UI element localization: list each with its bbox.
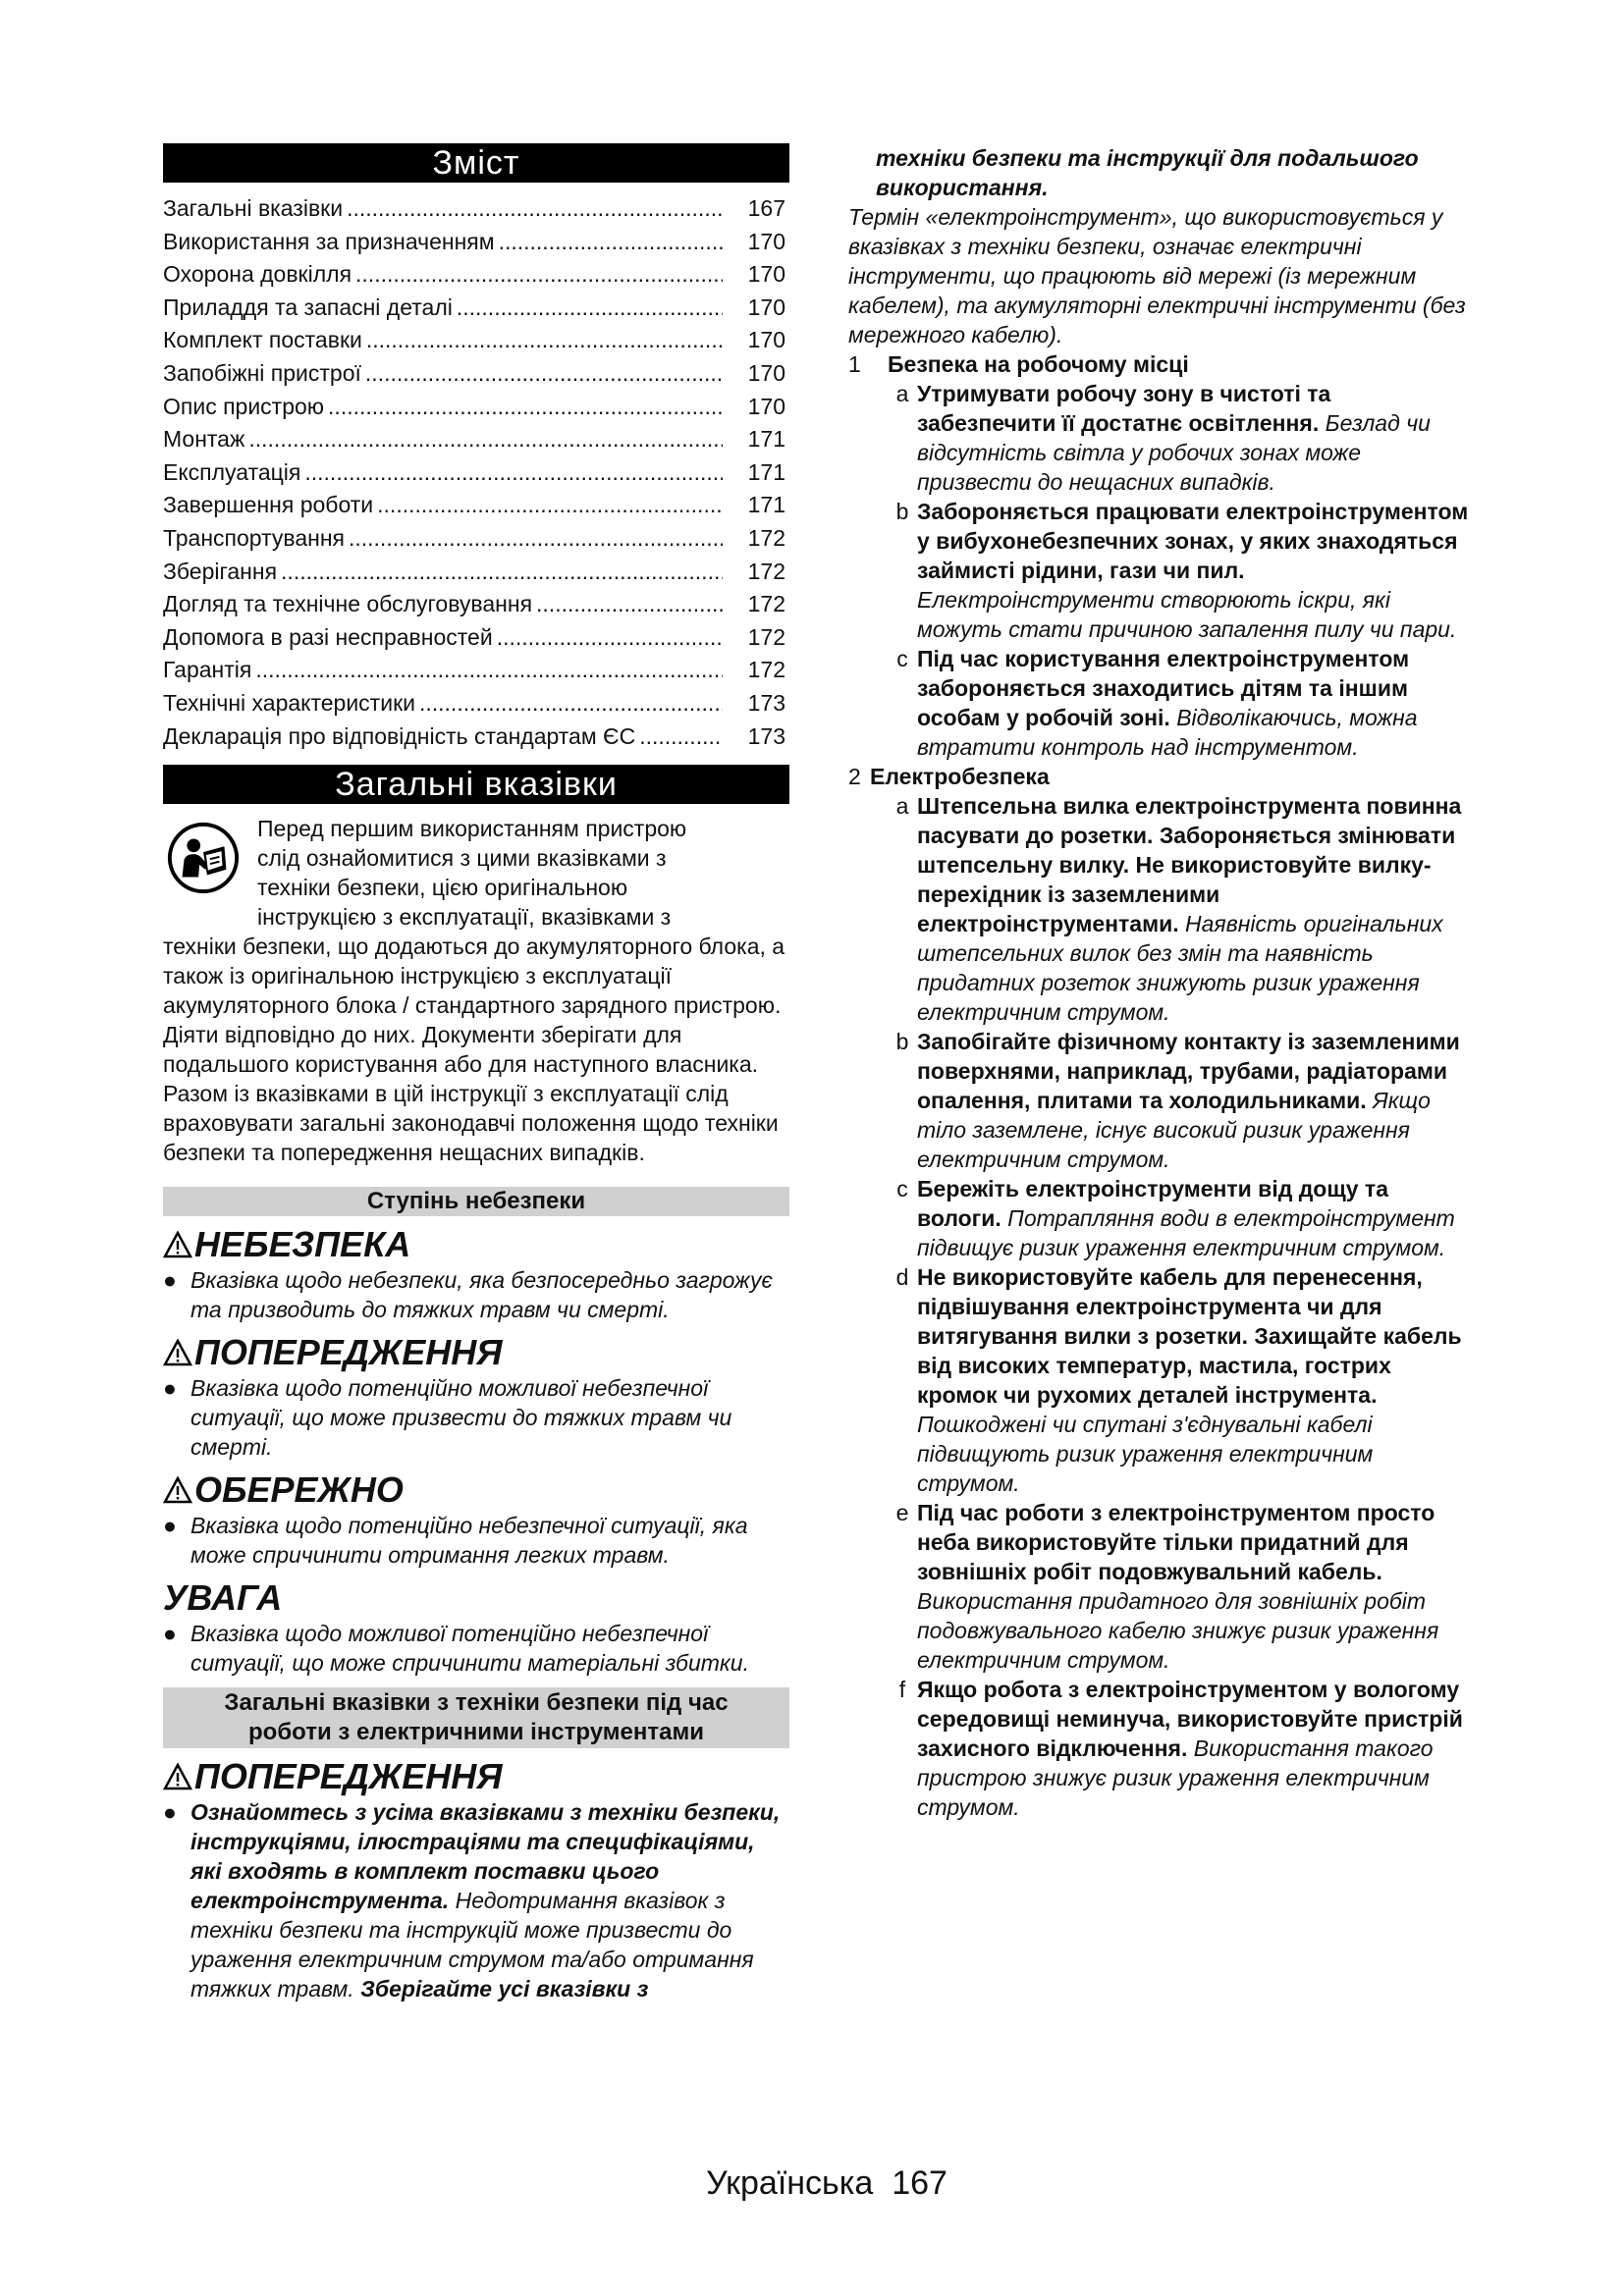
safety-item	[848, 1675, 1473, 1822]
item-reason: Відволікаючись, можна втратити контроль над інструментом.	[917, 705, 1418, 760]
item-letter: a	[895, 793, 909, 819]
item-letter: e	[895, 1500, 909, 1525]
notice-title: УВАГА	[163, 1577, 283, 1619]
page-number: 167	[892, 2164, 947, 2202]
safety-item	[848, 1027, 1473, 1174]
item-rule: Бережіть електроінструменти від дощу та вологи.	[917, 1176, 1388, 1231]
toc-entry-title: Зберігання	[163, 558, 278, 584]
toc-entry-title: Завершення роботи	[163, 492, 374, 518]
footer-language: Українська	[706, 2164, 874, 2202]
section-2-title: 2 Електробезпека	[848, 764, 1050, 789]
toc-entry	[163, 687, 789, 721]
safety-item	[848, 379, 1473, 497]
toc-leader	[536, 588, 723, 621]
warning-title: ПОПЕРЕДЖЕННЯ	[163, 1332, 789, 1373]
item-rule: Запобігайте фізичному контакту із заземленими поверхнями, наприклад, трубами, радіаторами опалення, плитами та холодильниками.	[917, 1029, 1460, 1113]
item-reason: Потрапляння води в електроінструмент підвищує ризик ураження електричним струмом.	[917, 1205, 1455, 1260]
toc-leader	[457, 292, 723, 325]
toc-entry-page: 171	[747, 426, 785, 453]
item-reason: Використання такого пристрою знижує ризик ураження електричним струмом.	[917, 1735, 1434, 1820]
item-letter: d	[895, 1264, 909, 1290]
toc-entry-page: 172	[747, 558, 785, 584]
toc-entry-title: Запобіжні пристрої	[163, 359, 361, 386]
toc-entry-title: Використання за призначенням	[163, 228, 495, 254]
toc-entry	[163, 588, 789, 621]
toc-list	[163, 192, 789, 753]
toc-entry-page: 167	[747, 195, 785, 221]
intro-line: техніки безпеки, цією оригінальною	[257, 875, 628, 901]
toc-leader	[349, 522, 723, 556]
item-reason: Електроінструменти створюють іскри, які можуть стати причиною запалення пилу чи пари.	[917, 587, 1457, 642]
toc-entry-title: Охорона довкілля	[163, 261, 352, 288]
item-letter: a	[895, 381, 909, 406]
toc-entry	[163, 324, 789, 357]
toc-entry	[163, 556, 789, 589]
item-reason: Наявність оригінальних штепсельних вилок без змін та наявність придатних розеток знижують ризик ураження електричним струмом.	[917, 911, 1443, 1025]
danger-title: НЕБЕЗПЕКА	[163, 1224, 789, 1265]
toc-leader	[248, 423, 723, 456]
item-reason: Використання придатного для зовнішніх робіт подовжувального кабелю знижує ризик ураження електричним струмом.	[917, 1588, 1439, 1673]
toc-entry	[163, 192, 789, 226]
toc-entry	[163, 654, 789, 687]
toc-entry-title: Гарантія	[163, 657, 252, 683]
warning-triangle-icon	[163, 1763, 192, 1790]
item-rule: Під час роботи з електроінструментом просто неба використовуйте тільки придатний для зовнішніх робіт подовжувальний кабель.	[917, 1500, 1435, 1584]
toc-leader	[281, 556, 723, 589]
item-rule: Штепсельна вилка електроінструмента повинна пасувати до розетки. Забороняється змінювати штепсельну вилку. Не використовуйте вилку-перехідник із заземленими електроінструментами.	[917, 793, 1462, 936]
toc-leader	[366, 324, 723, 357]
toc-entry-page: 171	[747, 492, 785, 518]
toc-entry-title: Експлуатація	[163, 458, 301, 485]
toc-entry-page: 170	[747, 393, 785, 419]
term-definition: Термін «електроінструмент», що використовується у вказівках з техніки безпеки, означає електричні інструменти, що працюють від мережі (із мережним кабелем), та акумуляторні електричні інструменти (без мережного кабелю).	[848, 204, 1466, 347]
toc-entry-page: 170	[747, 327, 785, 353]
toc-entry-title: Приладдя та запасні деталі	[163, 294, 453, 320]
left-column	[163, 143, 789, 2003]
item-rule: Під час користування електроінструментом забороняється знаходитись дітям та іншим особам у робочій зоні.	[917, 646, 1410, 730]
general-heading: Загальні вказівки	[163, 765, 789, 804]
intro-line: слід ознайомитися з цими вказівками з	[257, 845, 667, 872]
toc-leader	[255, 654, 723, 687]
toc-entry-page: 172	[747, 524, 785, 551]
item-reason: Безлад чи відсутність світла у робочих зонах може призвести до нещасних випадків.	[917, 410, 1431, 495]
hazard-heading: Ступінь небезпеки	[163, 1187, 789, 1216]
item-letter: c	[896, 646, 908, 671]
toc-heading: Зміст	[163, 143, 789, 183]
intro-paragraph: техніки безпеки, що додаються до акумуляторного блока, а також із оригінальною інструкцією з експлуатації акумуляторного блока / стандартного зарядного пристрою. Діяти відповідно до них. Документи зберігати для подальшого користування або для наступного власника.	[163, 934, 785, 1078]
safety-item	[848, 1498, 1473, 1675]
intro-line: інструкцією з експлуатації, вказівками з	[257, 904, 672, 931]
toc-entry-title: Опис пристрою	[163, 393, 325, 419]
toc-entry-title: Догляд та технічне обслуговування	[163, 591, 533, 617]
toc-entry-title: Монтаж	[163, 426, 245, 453]
safety-item	[848, 644, 1473, 762]
safety-item	[848, 1174, 1473, 1262]
toc-entry	[163, 489, 789, 522]
toc-leader	[377, 489, 723, 522]
item-rule: Не використовуйте кабель для перенесення, підвішування електроінструмента чи для витягування вилки з розетки. Захищайте кабель від високих температур, мастила, гострих кромок чи рухомих деталей інструмента.	[917, 1264, 1462, 1408]
toc-entry	[163, 721, 789, 754]
caution-title: ОБЕРЕЖНО	[163, 1469, 789, 1511]
section-1-title: 1 Безпека на робочому місці	[848, 351, 1189, 377]
item-letter: f	[898, 1677, 906, 1702]
safety-warning-text: ● Ознайомтесь з усіма вказівками з техніки безпеки, інструкціями, ілюстраціями та специфікаціями, які входять в комплект поставки цього електроінструмента. Недотримання вказівок з техніки безпеки та інструкцій може призвести до ураження електричним струмом та/або отримання тяжких травм. Зберігайте усі вказівки з	[163, 1799, 781, 2002]
toc-entry-title: Комплект поставки	[163, 327, 362, 353]
item-letter: b	[895, 499, 909, 524]
toc-entry	[163, 357, 789, 391]
toc-entry-page: 170	[747, 359, 785, 386]
safety-heading: Загальні вказівки з техніки безпеки під час роботи з електричними інструментами	[163, 1687, 789, 1748]
safety-item	[848, 497, 1473, 644]
warning-text: ● Вказівка щодо потенційно можливої небезпечної ситуації, що може призвести до тяжких травм чи смерті.	[163, 1375, 732, 1461]
item-letter: b	[895, 1029, 909, 1054]
right-column	[848, 143, 1473, 1822]
toc-leader	[499, 226, 723, 259]
toc-entry-title: Транспортування	[163, 524, 345, 551]
toc-entry	[163, 226, 789, 259]
toc-entry-page: 170	[747, 261, 785, 288]
toc-entry-page: 170	[747, 228, 785, 254]
section-1-items	[848, 379, 1473, 762]
danger-text: ● Вказівка щодо небезпеки, яка безпосередньо загрожує та призводить до тяжких травм чи смерті.	[163, 1267, 773, 1323]
toc-entry	[163, 456, 789, 490]
safety-item	[848, 791, 1473, 1027]
item-rule: Якщо робота з електроінструментом у вологому середовищі неминуча, використовуйте пристрій захисного відключення.	[917, 1677, 1463, 1761]
toc-entry-page: 170	[747, 294, 785, 320]
item-reason: Пошкоджені чи спутані з'єднувальні кабелі підвищують ризик ураження електричним струмом.	[917, 1412, 1374, 1496]
legal-paragraph: Разом із вказівками в цій інструкції з експлуатації слід враховувати загальні законодавчі положення щодо техніки безпеки та попередження нещасних випадків.	[163, 1081, 779, 1166]
item-rule: Забороняється працювати електроінструментом у вибухонебезпечних зонах, у яких знаходяться займисті рідини, гази чи пил.	[917, 499, 1469, 583]
toc-entry-title: Допомога в разі несправностей	[163, 623, 493, 650]
toc-leader	[355, 258, 723, 292]
toc-entry-title: Загальні вказівки	[163, 195, 344, 221]
toc-entry	[163, 621, 789, 655]
toc-entry-page: 172	[747, 623, 785, 650]
toc-entry	[163, 423, 789, 456]
toc-leader	[365, 357, 723, 391]
toc-entry-title: Декларація про відповідність стандартам ЄС	[163, 722, 636, 749]
intro-line: Перед першим використанням пристрою	[257, 816, 687, 842]
section-2-items	[848, 791, 1473, 1822]
toc-leader	[328, 391, 723, 424]
notice-text: ● Вказівка щодо можливої потенційно небезпечної ситуації, що може спричинити матеріальні збитки.	[163, 1621, 749, 1677]
toc-entry-page: 173	[747, 722, 785, 749]
warning-continuation: техніки безпеки та інструкції для подальшого використання.	[876, 145, 1419, 200]
toc-leader	[304, 456, 723, 490]
toc-entry-page: 171	[747, 458, 785, 485]
toc-entry-page: 173	[747, 689, 785, 716]
toc-entry	[163, 292, 789, 325]
toc-entry-title: Технічні характеристики	[163, 689, 415, 716]
toc-leader	[497, 621, 723, 655]
item-rule: Утримувати робочу зону в чистоті та забезпечити її достатнє освітлення.	[917, 381, 1331, 436]
item-reason: Якщо тіло заземлене, існує високий ризик ураження електричним струмом.	[917, 1088, 1431, 1172]
safety-warning-title: ПОПЕРЕДЖЕННЯ	[163, 1756, 789, 1797]
warning-triangle-icon	[163, 1339, 192, 1366]
item-letter: c	[896, 1176, 908, 1201]
toc-leader	[419, 687, 723, 721]
toc-leader	[639, 721, 723, 754]
toc-leader	[347, 192, 723, 226]
warning-triangle-icon	[163, 1231, 192, 1258]
toc-entry	[163, 258, 789, 292]
read-manual-icon	[165, 820, 242, 896]
toc-entry	[163, 391, 789, 424]
toc-entry-page: 172	[747, 591, 785, 617]
warning-triangle-icon	[163, 1476, 192, 1504]
general-intro	[163, 814, 789, 1167]
caution-text: ● Вказівка щодо потенційно небезпечної ситуації, яка може спричинити отримання легких травм.	[163, 1513, 748, 1569]
safety-item	[848, 1262, 1473, 1498]
toc-entry	[163, 522, 789, 556]
toc-entry-page: 172	[747, 657, 785, 683]
page-footer	[0, 2163, 1624, 2203]
